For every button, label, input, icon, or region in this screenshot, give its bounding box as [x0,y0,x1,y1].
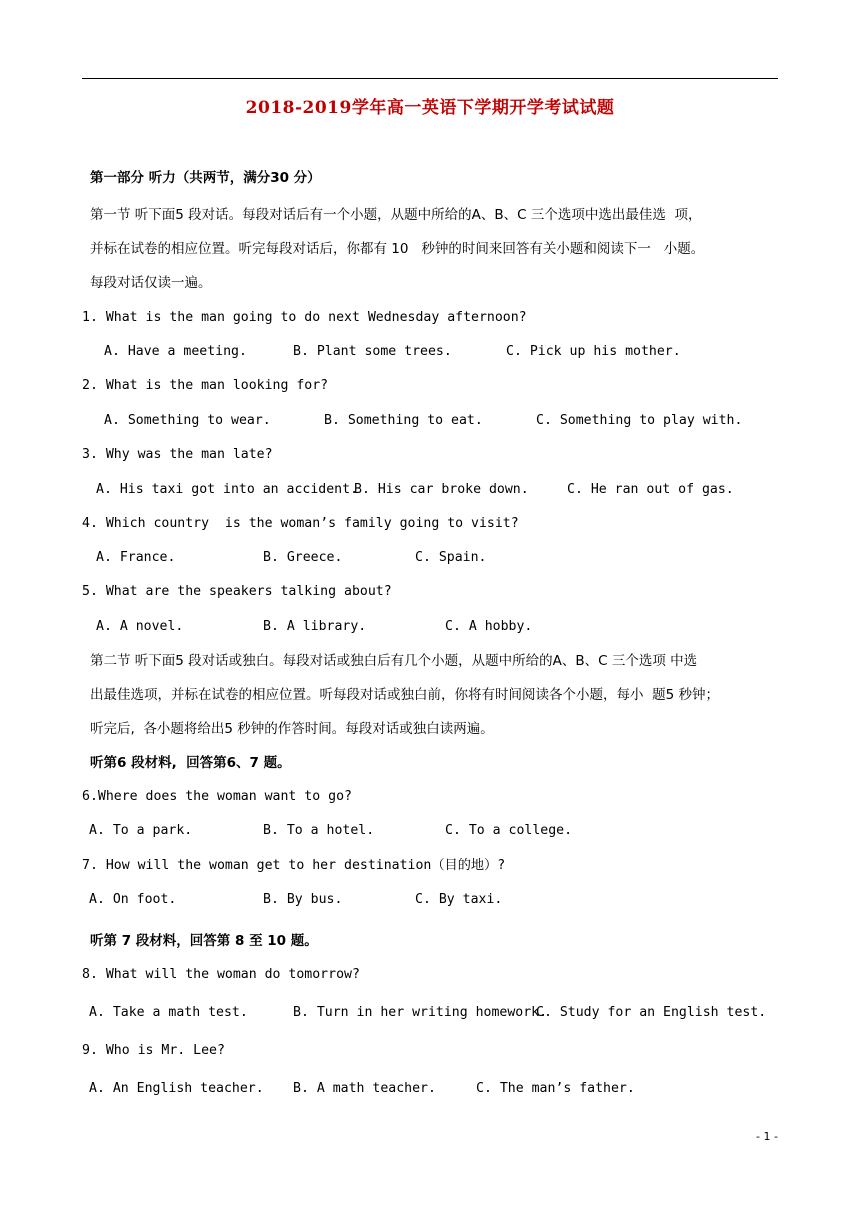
question-7: 7. How will the woman get to her destination（目的地）? [82,858,506,873]
question-3-option-c: C. He ran out of gas. [567,482,734,497]
question-9-option-a: A. An English teacher. [89,1081,264,1096]
material-7-heading: 听第 7 段材料，回答第 8 至 10 题。 [90,933,318,949]
section2-instructions-line2: 出最佳选项，并标在试卷的相应位置。听每段对话或独白前，你将有时间阅读各个小题，每小 题5 秒钟； [90,687,719,703]
question-5: 5. What are the speakers talking about? [82,584,392,599]
question-9-option-b: B. A math teacher. [293,1081,436,1096]
question-8-option-c: C. Study for an English test. [536,1005,767,1020]
question-6: 6.Where does the woman want to go? [82,789,352,804]
section2-instructions-line1: 第二节 听下面5 段对话或独白。每段对话或独白后有几个小题，从题中所给的A、B、C 三个选项 中选 [90,653,698,669]
question-7-option-b: B. By bus. [263,892,343,907]
question-2-option-b: B. Something to eat. [324,413,483,428]
question-5-option-c: C. A hobby. [445,619,533,634]
question-1-option-b: B. Plant some trees. [293,344,452,359]
question-2: 2. What is the man looking for? [82,378,329,393]
question-9: 9. Who is Mr. Lee? [82,1043,225,1058]
page-number: - 1 - [756,1130,778,1143]
part1-heading: 第一部分 听力（共两节，满分30 分） [90,170,321,186]
question-6-option-a: A. To a park. [89,823,193,838]
section1-instructions-line1: 第一节 听下面5 段对话。每段对话后有一个小题，从题中所给的A、B、C 三个选项中选出最佳选 项， [90,207,702,223]
question-1: 1. What is the man going to do next Wednesday afternoon? [82,310,527,325]
question-6-option-c: C. To a college. [445,823,573,838]
question-5-option-a: A. A novel. [96,619,184,634]
question-4-option-c: C. Spain. [415,550,487,565]
question-8-option-b: B. Turn in her writing homework. [293,1005,548,1020]
question-5-option-b: B. A library. [263,619,367,634]
question-4: 4. Which country is the woman’s family going to visit? [82,516,519,531]
question-3-option-a: A. His taxi got into an accident. [96,482,359,497]
section2-instructions-line3: 听完后, 各小题将给出5 秒钟的作答时间。每段对话或独白读两遍。 [90,721,494,737]
question-4-option-a: A. France. [96,550,176,565]
header-rule [82,78,778,79]
page-title: 2018-2019学年高一英语下学期开学考试试题 [245,98,615,118]
question-1-option-c: C. Pick up his mother. [506,344,681,359]
section1-instructions-line3: 每段对话仅读一遍。 [90,275,212,291]
question-7-option-c: C. By taxi. [415,892,503,907]
question-7-option-a: A. On foot. [89,892,177,907]
question-2-option-a: A. Something to wear. [104,413,271,428]
question-2-option-c: C. Something to play with. [536,413,743,428]
question-8-option-a: A. Take a math test. [89,1005,248,1020]
question-9-option-c: C. The man’s father. [476,1081,635,1096]
question-6-option-b: B. To a hotel. [263,823,375,838]
question-3: 3. Why was the man late? [82,447,273,462]
question-3-option-b: B. His car broke down. [354,482,529,497]
material-6-heading: 听第6 段材料, 回答第6、7 题。 [90,755,291,771]
question-1-option-a: A. Have a meeting. [104,344,247,359]
section1-instructions-line2: 并标在试卷的相应位置。听完每段对话后，你都有 10 秒钟的时间来回答有关小题和阅读下一 小题。 [90,241,705,257]
question-8: 8. What will the woman do tomorrow? [82,967,360,982]
question-4-option-b: B. Greece. [263,550,343,565]
